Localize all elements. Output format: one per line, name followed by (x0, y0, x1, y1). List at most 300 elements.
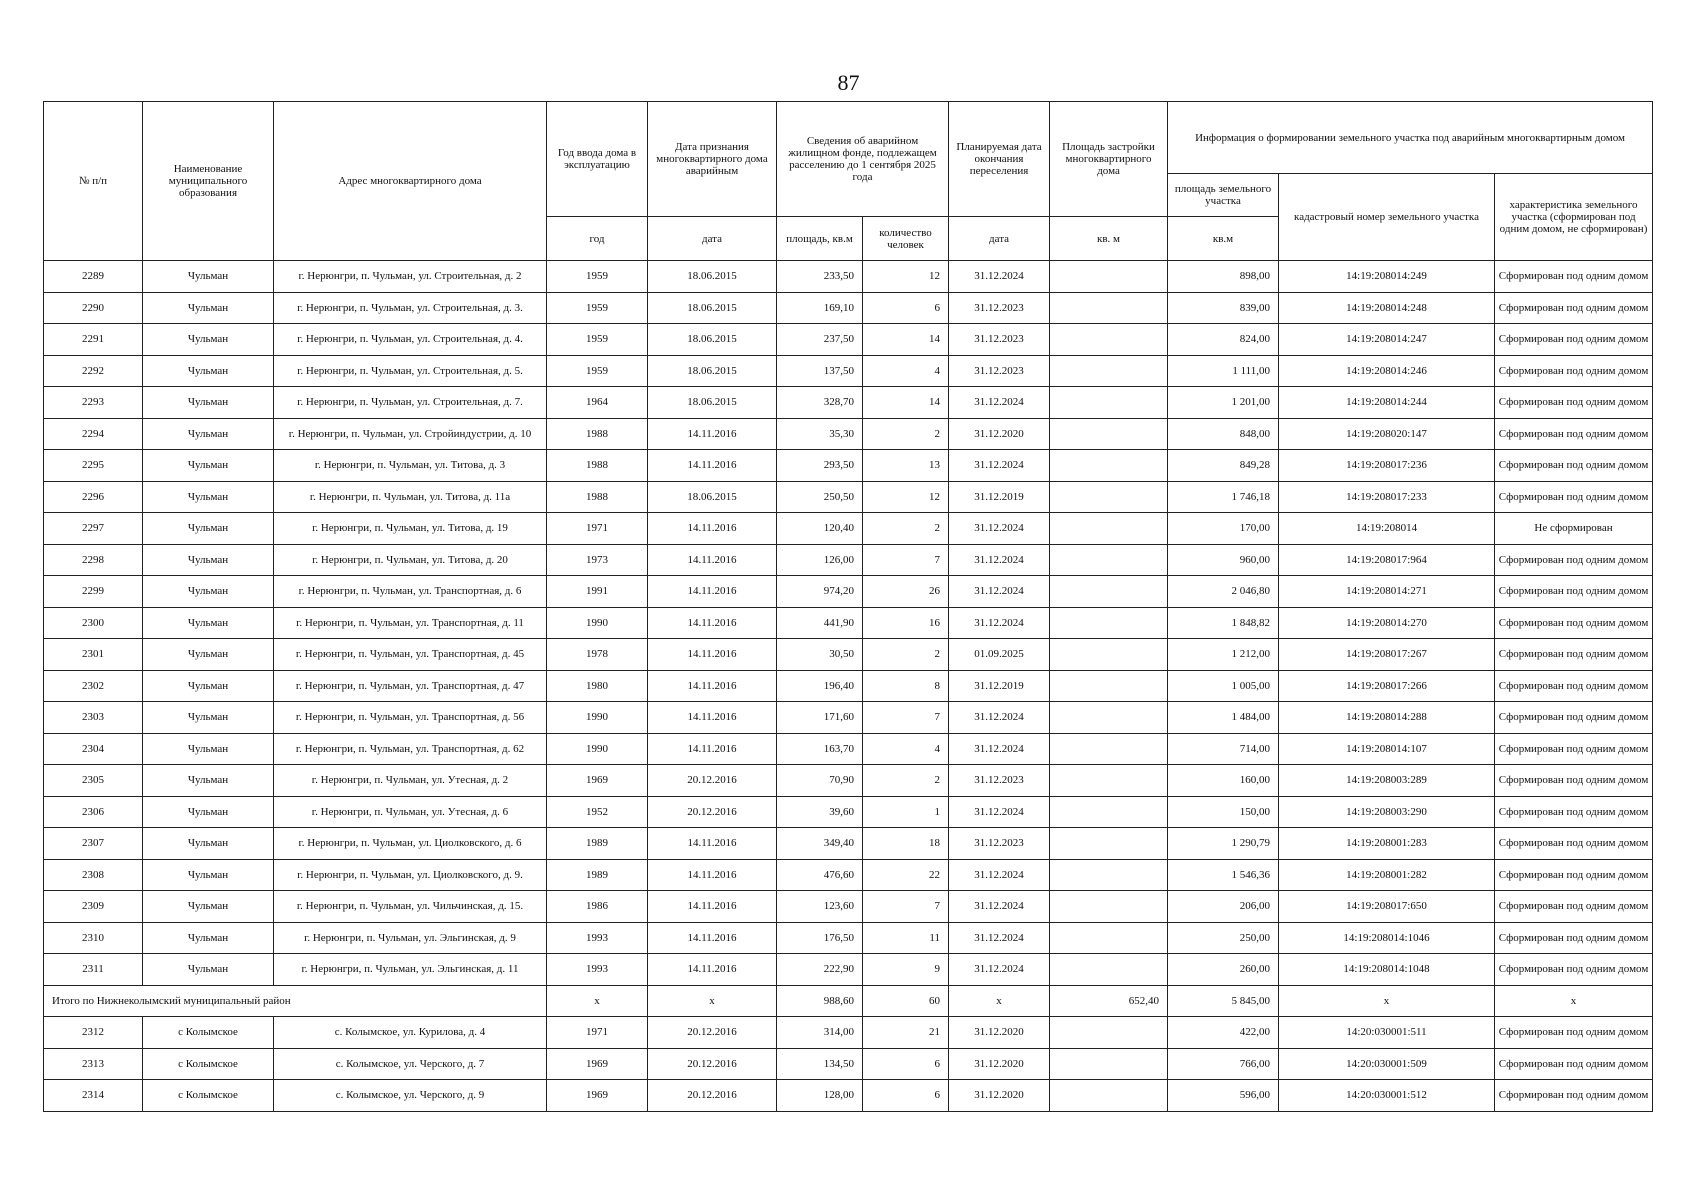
cell-recognition-date: 14.11.2016 (648, 639, 777, 671)
cell-year: 1959 (547, 292, 648, 324)
total-status: х (1495, 985, 1653, 1017)
cell-built-area (1050, 418, 1168, 450)
cell-planned-date: 31.12.2019 (949, 670, 1050, 702)
cell-year: 1973 (547, 544, 648, 576)
cell-planned-date: 31.12.2019 (949, 481, 1050, 513)
cell-municipality: Чульман (143, 670, 274, 702)
cell-area: 250,50 (777, 481, 863, 513)
cell-status: Сформирован под одним домом (1495, 1017, 1653, 1049)
cell-area: 293,50 (777, 450, 863, 482)
table-row (44, 544, 1653, 576)
unit-area: площадь, кв.м (777, 217, 863, 261)
cell-land-area: 170,00 (1168, 513, 1279, 545)
cell-area: 128,00 (777, 1080, 863, 1112)
cell-year: 1989 (547, 828, 648, 860)
cell-address: г. Нерюнгри, п. Чульман, ул. Титова, д. 11а (274, 481, 547, 513)
cell-land-area: 1 746,18 (1168, 481, 1279, 513)
unit-year: год (547, 217, 648, 261)
cell-year: 1980 (547, 670, 648, 702)
cell-year: 1993 (547, 954, 648, 986)
cell-built-area (1050, 922, 1168, 954)
cell-recognition-date: 20.12.2016 (648, 765, 777, 797)
cell-num: 2305 (44, 765, 143, 797)
header-planned-date: Планируемая дата окончания переселения (949, 102, 1050, 217)
cell-land-area: 1 848,82 (1168, 607, 1279, 639)
cell-year: 1969 (547, 1048, 648, 1080)
cell-municipality: с Колымское (143, 1048, 274, 1080)
cell-address: г. Нерюнгри, п. Чульман, ул. Транспортная, д. 62 (274, 733, 547, 765)
cell-cadastral: 14:19:208014:246 (1279, 355, 1495, 387)
cell-recognition-date: 18.06.2015 (648, 324, 777, 356)
header-built-area: Площадь застройки многоквартирного дома (1050, 102, 1168, 217)
cell-area: 120,40 (777, 513, 863, 545)
cell-planned-date: 01.09.2025 (949, 639, 1050, 671)
cell-recognition-date: 20.12.2016 (648, 1048, 777, 1080)
cell-recognition-date: 18.06.2015 (648, 481, 777, 513)
table-row (44, 513, 1653, 545)
cell-planned-date: 31.12.2024 (949, 859, 1050, 891)
cell-planned-date: 31.12.2024 (949, 702, 1050, 734)
cell-recognition-date: 14.11.2016 (648, 828, 777, 860)
cell-planned-date: 31.12.2024 (949, 387, 1050, 419)
cell-municipality: Чульман (143, 292, 274, 324)
cell-status: Сформирован под одним домом (1495, 576, 1653, 608)
cell-area: 123,60 (777, 891, 863, 923)
cell-land-area: 1 546,36 (1168, 859, 1279, 891)
cell-cadastral: 14:19:208001:282 (1279, 859, 1495, 891)
cell-area: 176,50 (777, 922, 863, 954)
cell-people: 6 (863, 1080, 949, 1112)
cell-municipality: Чульман (143, 261, 274, 293)
cell-area: 163,70 (777, 733, 863, 765)
cell-area: 126,00 (777, 544, 863, 576)
cell-people: 21 (863, 1017, 949, 1049)
cell-people: 6 (863, 1048, 949, 1080)
cell-land-area: 714,00 (1168, 733, 1279, 765)
cell-people: 2 (863, 765, 949, 797)
cell-land-area: 824,00 (1168, 324, 1279, 356)
cell-people: 9 (863, 954, 949, 986)
cell-planned-date: 31.12.2024 (949, 450, 1050, 482)
cell-municipality: Чульман (143, 387, 274, 419)
cell-people: 13 (863, 450, 949, 482)
cell-people: 2 (863, 639, 949, 671)
cell-num: 2298 (44, 544, 143, 576)
cell-cadastral: 14:19:208014:1046 (1279, 922, 1495, 954)
cell-municipality: с Колымское (143, 1017, 274, 1049)
cell-recognition-date: 14.11.2016 (648, 922, 777, 954)
cell-municipality: Чульман (143, 954, 274, 986)
cell-area: 476,60 (777, 859, 863, 891)
cell-address: г. Нерюнгри, п. Чульман, ул. Титова, д. 20 (274, 544, 547, 576)
table-row (44, 1017, 1653, 1049)
table-row (44, 1080, 1653, 1112)
cell-planned-date: 31.12.2020 (949, 1080, 1050, 1112)
cell-cadastral: 14:19:208003:289 (1279, 765, 1495, 797)
cell-year: 1959 (547, 261, 648, 293)
cell-people: 22 (863, 859, 949, 891)
cell-cadastral: 14:20:030001:509 (1279, 1048, 1495, 1080)
cell-planned-date: 31.12.2024 (949, 576, 1050, 608)
cell-recognition-date: 18.06.2015 (648, 387, 777, 419)
header-recognition-date: Дата признания многоквартирного дома аварийным (648, 102, 777, 217)
cell-built-area (1050, 1080, 1168, 1112)
header-address: Адрес многоквартирного дома (274, 102, 547, 261)
cell-people: 26 (863, 576, 949, 608)
cell-num: 2295 (44, 450, 143, 482)
cell-address: г. Нерюнгри, п. Чульман, ул. Утесная, д. 2 (274, 765, 547, 797)
cell-address: г. Нерюнгри, п. Чульман, ул. Транспортная, д. 56 (274, 702, 547, 734)
cell-address: г. Нерюнгри, п. Чульман, ул. Строительная, д. 5. (274, 355, 547, 387)
cell-year: 1990 (547, 733, 648, 765)
cell-people: 18 (863, 828, 949, 860)
cell-cadastral: 14:19:208017:267 (1279, 639, 1495, 671)
cell-status: Сформирован под одним домом (1495, 261, 1653, 293)
cell-num: 2289 (44, 261, 143, 293)
cell-address: г. Нерюнгри, п. Чульман, ул. Транспортная, д. 45 (274, 639, 547, 671)
cell-status: Сформирован под одним домом (1495, 544, 1653, 576)
cell-planned-date: 31.12.2024 (949, 796, 1050, 828)
cell-year: 1971 (547, 1017, 648, 1049)
cell-built-area (1050, 828, 1168, 860)
cell-municipality: Чульман (143, 796, 274, 828)
cell-municipality: Чульман (143, 702, 274, 734)
cell-built-area (1050, 544, 1168, 576)
cell-status: Сформирован под одним домом (1495, 418, 1653, 450)
cell-municipality: Чульман (143, 859, 274, 891)
unit-date: дата (648, 217, 777, 261)
cell-area: 70,90 (777, 765, 863, 797)
cell-cadastral: 14:19:208014:244 (1279, 387, 1495, 419)
cell-cadastral: 14:19:208017:964 (1279, 544, 1495, 576)
table-row (44, 418, 1653, 450)
header-land-area: площадь земельного участка (1168, 174, 1279, 217)
cell-address: с. Колымское, ул. Курилова, д. 4 (274, 1017, 547, 1049)
cell-year: 1969 (547, 1080, 648, 1112)
cell-cadastral: 14:19:208014:247 (1279, 324, 1495, 356)
cell-municipality: Чульман (143, 418, 274, 450)
cell-recognition-date: 20.12.2016 (648, 1080, 777, 1112)
cell-cadastral: 14:19:208014:271 (1279, 576, 1495, 608)
cell-year: 1978 (547, 639, 648, 671)
total-year: х (547, 985, 648, 1017)
total-people: 60 (863, 985, 949, 1017)
cell-land-area: 2 046,80 (1168, 576, 1279, 608)
cell-land-area: 260,00 (1168, 954, 1279, 986)
cell-year: 1988 (547, 450, 648, 482)
table-row (44, 481, 1653, 513)
cell-recognition-date: 14.11.2016 (648, 670, 777, 702)
unit-planned-date: дата (949, 217, 1050, 261)
cell-status: Сформирован под одним домом (1495, 1080, 1653, 1112)
table-row (44, 670, 1653, 702)
cell-num: 2311 (44, 954, 143, 986)
cell-year: 1988 (547, 481, 648, 513)
cell-land-area: 1 201,00 (1168, 387, 1279, 419)
cell-built-area (1050, 954, 1168, 986)
cell-people: 2 (863, 418, 949, 450)
cell-recognition-date: 14.11.2016 (648, 891, 777, 923)
cell-land-area: 1 290,79 (1168, 828, 1279, 860)
cell-built-area (1050, 355, 1168, 387)
cell-recognition-date: 14.11.2016 (648, 576, 777, 608)
cell-land-area: 1 212,00 (1168, 639, 1279, 671)
cell-land-area: 960,00 (1168, 544, 1279, 576)
cell-built-area (1050, 481, 1168, 513)
cell-status: Сформирован под одним домом (1495, 292, 1653, 324)
table-row (44, 859, 1653, 891)
cell-cadastral: 14:19:208003:290 (1279, 796, 1495, 828)
cell-land-area: 1 484,00 (1168, 702, 1279, 734)
cell-address: г. Нерюнгри, п. Чульман, ул. Титова, д. 3 (274, 450, 547, 482)
cell-people: 12 (863, 261, 949, 293)
cell-people: 8 (863, 670, 949, 702)
cell-num: 2309 (44, 891, 143, 923)
page-number: 87 (837, 70, 860, 95)
cell-status: Сформирован под одним домом (1495, 607, 1653, 639)
cell-num: 2291 (44, 324, 143, 356)
cell-address: г. Нерюнгри, п. Чульман, ул. Строительная, д. 3. (274, 292, 547, 324)
cell-planned-date: 31.12.2024 (949, 733, 1050, 765)
cell-built-area (1050, 1048, 1168, 1080)
cell-num: 2312 (44, 1017, 143, 1049)
cell-address: с. Колымское, ул. Черского, д. 7 (274, 1048, 547, 1080)
cell-built-area (1050, 387, 1168, 419)
cell-address: с. Колымское, ул. Черского, д. 9 (274, 1080, 547, 1112)
table-row (44, 261, 1653, 293)
cell-land-area: 422,00 (1168, 1017, 1279, 1049)
cell-municipality: Чульман (143, 355, 274, 387)
header-num: № п/п (44, 102, 143, 261)
cell-status: Сформирован под одним домом (1495, 796, 1653, 828)
cell-area: 349,40 (777, 828, 863, 860)
table-row (44, 576, 1653, 608)
cell-address: г. Нерюнгри, п. Чульман, ул. Строительная, д. 2 (274, 261, 547, 293)
cell-planned-date: 31.12.2023 (949, 765, 1050, 797)
cell-land-area: 1 005,00 (1168, 670, 1279, 702)
cell-recognition-date: 14.11.2016 (648, 513, 777, 545)
cell-num: 2313 (44, 1048, 143, 1080)
cell-planned-date: 31.12.2024 (949, 922, 1050, 954)
cell-num: 2294 (44, 418, 143, 450)
cell-address: г. Нерюнгри, п. Чульман, ул. Эльгинская, д. 9 (274, 922, 547, 954)
cell-area: 314,00 (777, 1017, 863, 1049)
cell-built-area (1050, 733, 1168, 765)
cell-people: 14 (863, 324, 949, 356)
cell-planned-date: 31.12.2024 (949, 261, 1050, 293)
cell-area: 30,50 (777, 639, 863, 671)
cell-status: Не сформирован (1495, 513, 1653, 545)
cell-built-area (1050, 450, 1168, 482)
cell-year: 1990 (547, 607, 648, 639)
cell-planned-date: 31.12.2024 (949, 954, 1050, 986)
cell-cadastral: 14:20:030001:512 (1279, 1080, 1495, 1112)
table-row (44, 922, 1653, 954)
cell-people: 12 (863, 481, 949, 513)
header-municipality: Наименование муниципального образования (143, 102, 274, 261)
cell-planned-date: 31.12.2024 (949, 513, 1050, 545)
table-row (44, 765, 1653, 797)
cell-num: 2304 (44, 733, 143, 765)
cell-year: 1991 (547, 576, 648, 608)
cell-year: 1993 (547, 922, 648, 954)
cell-area: 237,50 (777, 324, 863, 356)
cell-planned-date: 31.12.2023 (949, 324, 1050, 356)
table-row (44, 639, 1653, 671)
cell-cadastral: 14:19:208017:266 (1279, 670, 1495, 702)
table-row (44, 324, 1653, 356)
cell-cadastral: 14:19:208014:248 (1279, 292, 1495, 324)
total-built-area: 652,40 (1050, 985, 1168, 1017)
cell-built-area (1050, 1017, 1168, 1049)
cell-land-area: 839,00 (1168, 292, 1279, 324)
cell-address: г. Нерюнгри, п. Чульман, ул. Транспортная, д. 47 (274, 670, 547, 702)
cell-address: г. Нерюнгри, п. Чульман, ул. Чильчинская, д. 15. (274, 891, 547, 923)
table-row (44, 702, 1653, 734)
cell-people: 7 (863, 891, 949, 923)
cell-recognition-date: 14.11.2016 (648, 859, 777, 891)
table-row (44, 954, 1653, 986)
cell-cadastral: 14:19:208014:107 (1279, 733, 1495, 765)
unit-built-sqm: кв. м (1050, 217, 1168, 261)
cell-status: Сформирован под одним домом (1495, 670, 1653, 702)
cell-people: 16 (863, 607, 949, 639)
cell-municipality: Чульман (143, 639, 274, 671)
cell-address: г. Нерюнгри, п. Чульман, ул. Эльгинская, д. 11 (274, 954, 547, 986)
cell-municipality: с Колымское (143, 1080, 274, 1112)
cell-built-area (1050, 796, 1168, 828)
cell-num: 2301 (44, 639, 143, 671)
table-row (44, 891, 1653, 923)
cell-year: 1952 (547, 796, 648, 828)
cell-address: г. Нерюнгри, п. Чульман, ул. Строительная, д. 7. (274, 387, 547, 419)
cell-num: 2314 (44, 1080, 143, 1112)
cell-address: г. Нерюнгри, п. Чульман, ул. Титова, д. 19 (274, 513, 547, 545)
cell-planned-date: 31.12.2024 (949, 607, 1050, 639)
cell-address: г. Нерюнгри, п. Чульман, ул. Циолковского, д. 6 (274, 828, 547, 860)
cell-built-area (1050, 324, 1168, 356)
cell-cadastral: 14:20:030001:511 (1279, 1017, 1495, 1049)
cell-built-area (1050, 859, 1168, 891)
table-row (44, 1048, 1653, 1080)
cell-num: 2292 (44, 355, 143, 387)
cell-cadastral: 14:19:208014:1048 (1279, 954, 1495, 986)
cell-area: 171,60 (777, 702, 863, 734)
cell-status: Сформирован под одним домом (1495, 1048, 1653, 1080)
unit-land-sqm: кв.м (1168, 217, 1279, 261)
cell-land-area: 1 111,00 (1168, 355, 1279, 387)
cell-year: 1959 (547, 355, 648, 387)
cell-num: 2296 (44, 481, 143, 513)
cell-people: 14 (863, 387, 949, 419)
cell-built-area (1050, 292, 1168, 324)
cell-area: 134,50 (777, 1048, 863, 1080)
emergency-housing-table (43, 101, 1653, 1112)
cell-address: г. Нерюнгри, п. Чульман, ул. Строительная, д. 4. (274, 324, 547, 356)
cell-status: Сформирован под одним домом (1495, 639, 1653, 671)
cell-recognition-date: 18.06.2015 (648, 355, 777, 387)
cell-municipality: Чульман (143, 576, 274, 608)
table-row (44, 796, 1653, 828)
cell-land-area: 898,00 (1168, 261, 1279, 293)
cell-status: Сформирован под одним домом (1495, 355, 1653, 387)
total-row (44, 985, 1653, 1017)
cell-built-area (1050, 765, 1168, 797)
table-row (44, 355, 1653, 387)
cell-num: 2307 (44, 828, 143, 860)
cell-area: 137,50 (777, 355, 863, 387)
cell-built-area (1050, 513, 1168, 545)
cell-built-area (1050, 576, 1168, 608)
cell-area: 196,40 (777, 670, 863, 702)
cell-built-area (1050, 607, 1168, 639)
table-row (44, 450, 1653, 482)
cell-planned-date: 31.12.2020 (949, 1048, 1050, 1080)
cell-municipality: Чульман (143, 922, 274, 954)
cell-year: 1964 (547, 387, 648, 419)
total-area: 988,60 (777, 985, 863, 1017)
cell-num: 2299 (44, 576, 143, 608)
cell-municipality: Чульман (143, 828, 274, 860)
cell-status: Сформирован под одним домом (1495, 828, 1653, 860)
cell-recognition-date: 20.12.2016 (648, 1017, 777, 1049)
cell-status: Сформирован под одним домом (1495, 954, 1653, 986)
table-row (44, 733, 1653, 765)
total-date: х (648, 985, 777, 1017)
cell-recognition-date: 14.11.2016 (648, 702, 777, 734)
header-cadastral: кадастровый номер земельного участка (1279, 174, 1495, 261)
cell-land-area: 848,00 (1168, 418, 1279, 450)
cell-recognition-date: 18.06.2015 (648, 261, 777, 293)
cell-status: Сформирован под одним домом (1495, 702, 1653, 734)
cell-address: г. Нерюнгри, п. Чульман, ул. Утесная, д. 6 (274, 796, 547, 828)
cell-planned-date: 31.12.2023 (949, 828, 1050, 860)
cell-people: 4 (863, 733, 949, 765)
cell-year: 1959 (547, 324, 648, 356)
cell-year: 1969 (547, 765, 648, 797)
cell-municipality: Чульман (143, 607, 274, 639)
cell-people: 7 (863, 702, 949, 734)
cell-land-area: 596,00 (1168, 1080, 1279, 1112)
cell-people: 7 (863, 544, 949, 576)
header-characteristic: характеристика земельного участка (сформирован под одним домом, не сформирован) (1495, 174, 1653, 261)
cell-municipality: Чульман (143, 765, 274, 797)
total-planned: х (949, 985, 1050, 1017)
cell-recognition-date: 14.11.2016 (648, 418, 777, 450)
cell-recognition-date: 14.11.2016 (648, 607, 777, 639)
cell-cadastral: 14:19:208014 (1279, 513, 1495, 545)
cell-year: 1971 (547, 513, 648, 545)
cell-area: 222,90 (777, 954, 863, 986)
cell-recognition-date: 18.06.2015 (648, 292, 777, 324)
cell-num: 2293 (44, 387, 143, 419)
cell-num: 2306 (44, 796, 143, 828)
header-land-info: Информация о формировании земельного участка под аварийным многоквартирным домом (1168, 102, 1653, 174)
cell-address: г. Нерюнгри, п. Чульман, ул. Транспортная, д. 6 (274, 576, 547, 608)
cell-cadastral: 14:19:208014:249 (1279, 261, 1495, 293)
cell-people: 6 (863, 292, 949, 324)
cell-area: 35,30 (777, 418, 863, 450)
cell-year: 1990 (547, 702, 648, 734)
cell-cadastral: 14:19:208020:147 (1279, 418, 1495, 450)
cell-built-area (1050, 891, 1168, 923)
cell-planned-date: 31.12.2020 (949, 418, 1050, 450)
cell-year: 1988 (547, 418, 648, 450)
cell-planned-date: 31.12.2023 (949, 292, 1050, 324)
table-row (44, 387, 1653, 419)
cell-recognition-date: 20.12.2016 (648, 796, 777, 828)
cell-municipality: Чульман (143, 513, 274, 545)
